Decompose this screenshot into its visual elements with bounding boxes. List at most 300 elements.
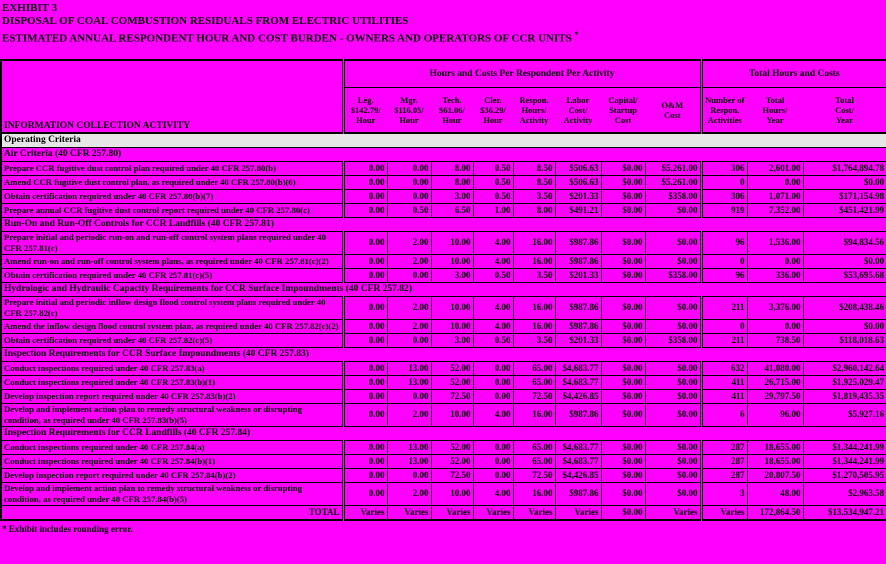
- data-cell: $5,927.16: [803, 403, 886, 426]
- activity-cell: Prepare annual CCR fugitive dust control report required under 40 CFR 257.80(c): [1, 203, 343, 217]
- data-cell: 0.00: [473, 361, 513, 375]
- document-title: DISPOSAL OF COAL COMBUSTION RESIDUALS FROM ELECTRIC UTILITIES: [2, 15, 409, 27]
- total-data-cell: Varies: [343, 505, 387, 520]
- activity-cell: Develop inspection report required under 40 CFR 257.84(b)(2): [1, 468, 343, 482]
- data-cell: 18,655.00: [747, 454, 803, 468]
- total-label-cell: TOTAL: [1, 505, 343, 520]
- data-cell: 287: [701, 468, 747, 482]
- table-row: [1, 454, 886, 468]
- activity-cell: Prepare CCR fugitive dust control plan required under 40 CFR 257.80(b): [1, 161, 343, 175]
- data-cell: 0.00: [387, 389, 431, 403]
- data-cell: $118,018.63: [803, 333, 886, 347]
- data-cell: 2,601.00: [747, 161, 803, 175]
- data-cell: $171,154.98: [803, 189, 886, 203]
- data-cell: 10.00: [431, 254, 473, 268]
- data-cell: 4.00: [473, 231, 513, 254]
- data-cell: $0.00: [601, 482, 645, 505]
- data-cell: 16.00: [513, 254, 555, 268]
- column-header-line: Capital/: [608, 94, 638, 105]
- section-label: Air Criteria (40 CFR 257.80): [1, 147, 886, 161]
- data-cell: $94,834.56: [803, 231, 886, 254]
- data-cell: 306: [701, 189, 747, 203]
- data-cell: 13.00: [387, 440, 431, 454]
- data-cell: 0.00: [747, 175, 803, 189]
- data-cell: 8.00: [513, 203, 555, 217]
- data-cell: $5,261.00: [645, 175, 701, 189]
- data-cell: $0.00: [601, 468, 645, 482]
- data-cell: 0.00: [747, 319, 803, 333]
- table-row: [1, 296, 886, 319]
- data-cell: $0.00: [601, 254, 645, 268]
- data-cell: $506.63: [555, 175, 601, 189]
- data-cell: $208,438.46: [803, 296, 886, 319]
- column-header-line: Hour: [356, 114, 376, 125]
- activity-cell: Prepare initial and periodic run-on and run-off control system plans required under 40 CFR 257.81(c): [1, 231, 343, 254]
- column-header: [431, 87, 473, 133]
- column-header-line: Respon.: [519, 94, 549, 105]
- data-cell: $0.00: [803, 254, 886, 268]
- data-cell: 7,352.00: [747, 203, 803, 217]
- activity-cell: Obtain certification required under 40 CFR 257.81(c)(5): [1, 268, 343, 282]
- column-header-line: Total: [765, 94, 785, 105]
- column-header-line: $36.29/: [480, 104, 506, 115]
- data-cell: 10.00: [431, 231, 473, 254]
- data-cell: 10.00: [431, 296, 473, 319]
- data-cell: $987.86: [555, 319, 601, 333]
- data-cell: $4,683.77: [555, 361, 601, 375]
- data-cell: 0.00: [343, 203, 387, 217]
- section-row-operating-criteria: [1, 133, 886, 148]
- activity-cell: Conduct inspections required under 40 CFR 257.84(a): [1, 440, 343, 454]
- total-data-cell: Varies: [555, 505, 601, 520]
- activity-cell: Obtain certification required under 40 CFR 257.80(b)(7): [1, 189, 343, 203]
- per-activity-group-header: Hours and Costs Per Respondent Per Activity: [343, 60, 701, 88]
- column-header-line: Activity: [563, 114, 593, 125]
- data-cell: $2,963.58: [803, 482, 886, 505]
- table-row: [1, 203, 886, 217]
- data-cell: 1.00: [473, 203, 513, 217]
- data-cell: 18,655.00: [747, 440, 803, 454]
- column-header-line: Cler.: [484, 94, 502, 105]
- data-cell: 2.00: [387, 403, 431, 426]
- data-cell: 2.00: [387, 254, 431, 268]
- data-cell: 4.00: [473, 482, 513, 505]
- activity-cell: Amend run-on and run-off control system plans, as required under 40 CFR 257.81(c)(2): [1, 254, 343, 268]
- data-cell: 0.00: [343, 268, 387, 282]
- data-cell: $0.00: [645, 468, 701, 482]
- data-cell: 3.50: [513, 189, 555, 203]
- column-header-line: $142.79/: [350, 104, 381, 115]
- section-row: [1, 217, 886, 231]
- data-cell: 52.00: [431, 375, 473, 389]
- activity-cell: Obtain certification required under 40 CFR 257.82(c)(5): [1, 333, 343, 347]
- column-header-line: Hours/: [521, 104, 547, 115]
- data-cell: 0.50: [473, 189, 513, 203]
- data-cell: 8.00: [431, 175, 473, 189]
- data-cell: 632: [701, 361, 747, 375]
- total-data-cell: Varies: [473, 505, 513, 520]
- data-cell: 3.00: [431, 189, 473, 203]
- data-cell: $0.00: [601, 319, 645, 333]
- data-cell: $987.86: [555, 403, 601, 426]
- data-cell: 13.00: [387, 375, 431, 389]
- data-cell: 8.50: [513, 175, 555, 189]
- data-cell: $5,261.00: [645, 161, 701, 175]
- column-header-line: Cost: [614, 114, 632, 125]
- data-cell: 48.00: [747, 482, 803, 505]
- data-cell: 2.00: [387, 231, 431, 254]
- data-cell: $1,819,435.35: [803, 389, 886, 403]
- data-cell: $0.00: [645, 361, 701, 375]
- total-data-cell: Varies: [431, 505, 473, 520]
- data-cell: $358.00: [645, 333, 701, 347]
- data-cell: 52.00: [431, 440, 473, 454]
- data-cell: 0.00: [343, 296, 387, 319]
- data-cell: 65.00: [513, 361, 555, 375]
- activity-cell: Conduct inspections required under 40 CFR 257.83(b)(1): [1, 375, 343, 389]
- data-cell: $0.00: [601, 161, 645, 175]
- column-header-line: Total: [835, 94, 854, 105]
- column-header: [343, 87, 387, 133]
- data-cell: $0.00: [601, 375, 645, 389]
- data-cell: $358.00: [645, 189, 701, 203]
- data-cell: 0.00: [343, 361, 387, 375]
- data-cell: 0.00: [343, 319, 387, 333]
- table-row: [1, 361, 886, 375]
- table-row: [1, 268, 886, 282]
- data-cell: $4,426.85: [555, 468, 601, 482]
- data-cell: $0.00: [645, 231, 701, 254]
- data-cell: 287: [701, 440, 747, 454]
- column-header-line: Leg.: [357, 94, 374, 105]
- total-data-cell: Varies: [387, 505, 431, 520]
- column-header-line: Cost/: [835, 104, 854, 115]
- data-cell: $4,426.85: [555, 389, 601, 403]
- data-cell: 306: [701, 161, 747, 175]
- data-cell: $0.00: [601, 333, 645, 347]
- data-cell: 26,715.00: [747, 375, 803, 389]
- activity-cell: Conduct inspections required under 40 CFR 257.84(b)(1): [1, 454, 343, 468]
- data-cell: 96.00: [747, 403, 803, 426]
- table-row: [1, 440, 886, 454]
- data-cell: $1,344,241.99: [803, 440, 886, 454]
- title-block: [0, 0, 886, 46]
- table-row: [1, 175, 886, 189]
- data-cell: 65.00: [513, 375, 555, 389]
- data-cell: 2.00: [387, 482, 431, 505]
- data-cell: $0.00: [645, 254, 701, 268]
- data-cell: 16.00: [513, 403, 555, 426]
- data-cell: 8.50: [513, 161, 555, 175]
- activity-cell: Develop and implement action plan to remedy structural weakness or disrupting condition, as required under 40 CFR 257.83(b)(5): [1, 403, 343, 426]
- activity-cell: Amend the inflow design flood control system plan, as required under 40 CFR 257.82(c)(2): [1, 319, 343, 333]
- data-cell: 4.00: [473, 403, 513, 426]
- data-cell: 2.00: [387, 319, 431, 333]
- column-header-line: Mgr.: [400, 94, 418, 105]
- section-label: Operating Criteria: [1, 133, 886, 148]
- activity-cell: Amend CCR fugitive dust control plan, as required under 40 CFR 257.80(b)(6): [1, 175, 343, 189]
- data-cell: 0: [701, 319, 747, 333]
- section-label: Hydrologic and Hydraulic Capacity Requirements for CCR Surface Impoundments (40 CFR 257.82): [1, 282, 886, 296]
- activity-cell: Develop inspection report required under 40 CFR 257.83(b)(2): [1, 389, 343, 403]
- data-cell: 0.50: [473, 175, 513, 189]
- data-cell: $987.86: [555, 254, 601, 268]
- data-cell: 10.00: [431, 482, 473, 505]
- data-cell: 0.00: [343, 161, 387, 175]
- section-row: [1, 426, 886, 440]
- column-header: [803, 87, 886, 133]
- column-header: [387, 87, 431, 133]
- activity-cell: Develop and implement action plan to remedy structural weakness or disrupting condition, as required under 40 CFR 257.84(b)(5): [1, 482, 343, 505]
- data-cell: 13.00: [387, 361, 431, 375]
- data-cell: 211: [701, 333, 747, 347]
- data-cell: 0.50: [473, 268, 513, 282]
- data-cell: 0: [701, 175, 747, 189]
- data-cell: 52.00: [431, 361, 473, 375]
- data-cell: $451,421.99: [803, 203, 886, 217]
- data-cell: 0.00: [473, 389, 513, 403]
- data-cell: 0.00: [343, 333, 387, 347]
- table-row: [1, 468, 886, 482]
- data-cell: 336.00: [747, 268, 803, 282]
- data-cell: $0.00: [601, 403, 645, 426]
- data-cell: 3.00: [431, 268, 473, 282]
- data-cell: 0.50: [473, 161, 513, 175]
- table-row: [1, 231, 886, 254]
- data-cell: 3.50: [513, 333, 555, 347]
- column-header: [473, 87, 513, 133]
- data-cell: 10.00: [431, 319, 473, 333]
- data-cell: $201.33: [555, 189, 601, 203]
- data-cell: 0.00: [343, 454, 387, 468]
- data-cell: 0.00: [343, 482, 387, 505]
- data-cell: $491.21: [555, 203, 601, 217]
- data-cell: 20,807.50: [747, 468, 803, 482]
- table-row: [1, 333, 886, 347]
- data-cell: 3.00: [431, 333, 473, 347]
- table-row: [1, 254, 886, 268]
- table-row: [1, 319, 886, 333]
- table-row: [1, 403, 886, 426]
- data-cell: $0.00: [645, 375, 701, 389]
- column-header-line: Hours/: [762, 104, 788, 115]
- section-label: Inspection Requirements for CCR Surface Impoundments (40 CFR 257.83): [1, 347, 886, 361]
- column-header-line: Year: [766, 114, 784, 125]
- data-cell: 3: [701, 482, 747, 505]
- data-cell: 411: [701, 375, 747, 389]
- footnote-marker: *: [574, 30, 579, 39]
- column-header-line: $116.05/: [394, 104, 424, 115]
- activity-cell: Prepare initial and periodic inflow design flood control system plans required under 40 CFR 257.82(c): [1, 296, 343, 319]
- data-cell: $0.00: [645, 440, 701, 454]
- data-cell: 16.00: [513, 319, 555, 333]
- info-collection-activity-header: INFORMATION COLLECTION ACTIVITY: [1, 60, 343, 133]
- data-cell: 2.00: [387, 296, 431, 319]
- data-cell: 13.00: [387, 454, 431, 468]
- data-cell: 0.00: [473, 454, 513, 468]
- data-cell: 0.00: [387, 175, 431, 189]
- data-cell: 52.00: [431, 454, 473, 468]
- section-label: Inspection Requirements for CCR Landfills (40 CFR 257.84): [1, 426, 886, 440]
- table-row: [1, 482, 886, 505]
- column-header-line: $61.06/: [439, 104, 465, 115]
- data-cell: 16.00: [513, 231, 555, 254]
- data-cell: 3,376.00: [747, 296, 803, 319]
- data-cell: 4.00: [473, 254, 513, 268]
- column-header: [747, 87, 803, 133]
- data-cell: 96: [701, 231, 747, 254]
- data-cell: 0.50: [473, 333, 513, 347]
- data-cell: $0.00: [645, 319, 701, 333]
- column-header: [601, 87, 645, 133]
- data-cell: $0.00: [601, 389, 645, 403]
- column-header: [701, 87, 747, 133]
- data-cell: 1,071.00: [747, 189, 803, 203]
- total-data-cell: $13,534,947.21: [803, 505, 886, 520]
- total-data-cell: Varies: [513, 505, 555, 520]
- data-cell: 6: [701, 403, 747, 426]
- data-cell: 10.00: [431, 403, 473, 426]
- data-cell: 0.00: [387, 161, 431, 175]
- data-cell: 0.00: [387, 268, 431, 282]
- data-cell: $987.86: [555, 296, 601, 319]
- column-header-line: Hour: [483, 114, 503, 125]
- column-header-line: Cost/: [568, 104, 588, 115]
- section-row: [1, 347, 886, 361]
- table-row: [1, 375, 886, 389]
- data-cell: $0.00: [601, 296, 645, 319]
- data-cell: $0.00: [803, 319, 886, 333]
- data-cell: 72.50: [431, 389, 473, 403]
- data-cell: $1,764,894.78: [803, 161, 886, 175]
- data-cell: 29,797.50: [747, 389, 803, 403]
- data-cell: 0.00: [387, 189, 431, 203]
- data-cell: 0.50: [387, 203, 431, 217]
- data-cell: 287: [701, 454, 747, 468]
- data-cell: $0.00: [645, 203, 701, 217]
- data-cell: 0: [701, 254, 747, 268]
- data-cell: $0.00: [601, 175, 645, 189]
- data-cell: 0.00: [473, 375, 513, 389]
- data-cell: $987.86: [555, 482, 601, 505]
- column-header-line: Cost: [664, 109, 681, 120]
- data-cell: 0.00: [343, 389, 387, 403]
- data-cell: $0.00: [601, 203, 645, 217]
- data-cell: $4,683.77: [555, 375, 601, 389]
- column-header-line: Labor: [566, 94, 590, 105]
- data-cell: 4.00: [473, 296, 513, 319]
- data-cell: 16.00: [513, 482, 555, 505]
- data-cell: 0.00: [343, 189, 387, 203]
- data-cell: 8.00: [431, 161, 473, 175]
- data-cell: 0.00: [343, 375, 387, 389]
- column-header-line: Hour: [442, 114, 462, 125]
- column-header-line: Hour: [399, 114, 419, 125]
- data-cell: $4,683.77: [555, 454, 601, 468]
- column-header: [555, 87, 601, 133]
- data-cell: $0.00: [645, 389, 701, 403]
- exhibit-number: EXHIBIT 3: [2, 2, 58, 14]
- data-cell: $0.00: [601, 268, 645, 282]
- data-cell: $0.00: [645, 454, 701, 468]
- data-cell: 919: [701, 203, 747, 217]
- column-header-line: Startup: [609, 104, 637, 115]
- burden-table: [0, 59, 886, 521]
- data-cell: $0.00: [645, 296, 701, 319]
- data-cell: 0.00: [387, 468, 431, 482]
- data-cell: $2,960,142.64: [803, 361, 886, 375]
- data-cell: 6.50: [431, 203, 473, 217]
- footnote: * Exhibit includes rounding error.: [2, 523, 133, 534]
- column-header-line: O&M: [661, 99, 684, 110]
- column-header-line: Activities: [707, 114, 742, 125]
- data-cell: $0.00: [601, 361, 645, 375]
- data-cell: $0.00: [601, 440, 645, 454]
- data-cell: 65.00: [513, 454, 555, 468]
- data-cell: $0.00: [645, 482, 701, 505]
- data-cell: $0.00: [803, 175, 886, 189]
- data-cell: $358.00: [645, 268, 701, 282]
- data-cell: $1,344,241.99: [803, 454, 886, 468]
- column-header-line: Year: [836, 114, 854, 125]
- data-cell: 65.00: [513, 440, 555, 454]
- total-data-cell: $0.00: [601, 505, 645, 520]
- data-cell: $506.63: [555, 161, 601, 175]
- data-cell: 0.00: [343, 254, 387, 268]
- data-cell: 41,080.00: [747, 361, 803, 375]
- data-cell: 0.00: [343, 468, 387, 482]
- column-header-line: Activity: [519, 114, 549, 125]
- document-subtitle: ESTIMATED ANNUAL RESPONDENT HOUR AND COST BURDEN - OWNERS AND OPERATORS OF CCR UNITS *: [2, 30, 579, 45]
- table-row: [1, 161, 886, 175]
- table-row: [1, 189, 886, 203]
- data-cell: 4.00: [473, 319, 513, 333]
- data-cell: 3.50: [513, 268, 555, 282]
- data-cell: 72.50: [431, 468, 473, 482]
- column-header: [513, 87, 555, 133]
- totals-group-header: Total Hours and Costs: [701, 60, 886, 88]
- table-row: [1, 389, 886, 403]
- data-cell: 0.00: [387, 333, 431, 347]
- data-cell: $1,270,505.95: [803, 468, 886, 482]
- group-header-row: [1, 60, 886, 88]
- data-cell: $0.00: [601, 231, 645, 254]
- data-cell: 211: [701, 296, 747, 319]
- column-header-line: Respon.: [710, 104, 740, 115]
- data-cell: $0.00: [601, 454, 645, 468]
- data-cell: $201.33: [555, 333, 601, 347]
- section-label: Run-On and Run-Off Controls for CCR Landfills (40 CFR 257.81): [1, 217, 886, 231]
- data-cell: 738.50: [747, 333, 803, 347]
- data-cell: $4,683.77: [555, 440, 601, 454]
- column-header-line: Tech.: [442, 94, 462, 105]
- data-cell: 1,536.00: [747, 231, 803, 254]
- data-cell: $0.00: [601, 189, 645, 203]
- total-row: [1, 505, 886, 520]
- section-row: [1, 282, 886, 296]
- data-cell: $987.86: [555, 231, 601, 254]
- column-header: [645, 87, 701, 133]
- data-cell: 0.00: [343, 175, 387, 189]
- data-cell: $0.00: [645, 403, 701, 426]
- data-cell: 0.00: [473, 440, 513, 454]
- data-cell: $201.33: [555, 268, 601, 282]
- total-data-cell: Varies: [701, 505, 747, 520]
- data-cell: 0.00: [343, 440, 387, 454]
- data-cell: $1,925,029.47: [803, 375, 886, 389]
- data-cell: 411: [701, 389, 747, 403]
- data-cell: 16.00: [513, 296, 555, 319]
